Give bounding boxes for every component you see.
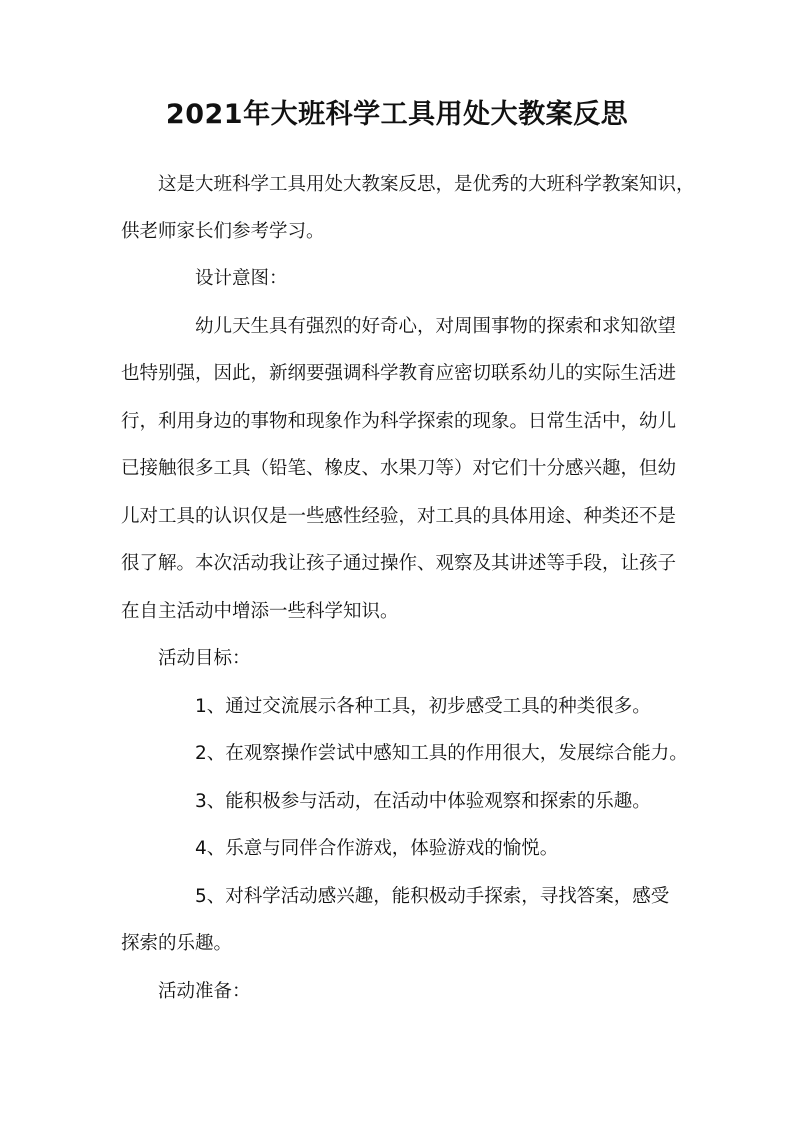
design-line-3: 行，利用身边的事物和现象作为科学探索的现象。日常生活中，幼儿 [121, 411, 677, 432]
document-title: 2021年大班科学工具用处大教案反思 [165, 99, 629, 130]
goals-heading: 活动目标： [158, 648, 251, 669]
prep-heading: 活动准备： [158, 981, 251, 1002]
design-line-7: 在自主活动中增添一些科学知识。 [121, 601, 399, 622]
design-line-6: 很了解。本次活动我让孩子通过操作、观察及其讲述等手段，让孩子 [121, 553, 677, 574]
intro-line-1: 这是大班科学工具用处大教案反思，是优秀的大班科学教案知识， [158, 174, 695, 195]
goal-item-5: 5、对科学活动感兴趣，能积极动手探索，寻找答案，感受 [195, 886, 670, 907]
design-line-1: 幼儿天生具有强烈的好奇心，对周围事物的探索和求知欲望 [195, 316, 677, 337]
design-line-4: 已接触很多工具（铅笔、橡皮、水果刀等）对它们十分感兴趣，但幼 [121, 458, 677, 479]
goal-item-2: 2、在观察操作尝试中感知工具的作用很大，发展综合能力。 [195, 743, 688, 764]
goal-item-5-continued: 探索的乐趣。 [121, 933, 233, 954]
goal-item-1: 1、通过交流展示各种工具，初步感受工具的种类很多。 [195, 696, 651, 717]
design-line-5: 儿对工具的认识仅是一些感性经验，对工具的具体用途、种类还不是 [121, 506, 677, 527]
intro-line-2: 供老师家长们参考学习。 [121, 221, 325, 242]
design-line-2: 也特别强，因此，新纲要强调科学教育应密切联系幼儿的实际生活进 [121, 363, 677, 384]
goal-item-3: 3、能积极参与活动，在活动中体验观察和探索的乐趣。 [195, 791, 651, 812]
goal-item-4: 4、乐意与同伴合作游戏，体验游戏的愉悦。 [195, 838, 559, 859]
design-heading: 设计意图： [195, 268, 288, 289]
